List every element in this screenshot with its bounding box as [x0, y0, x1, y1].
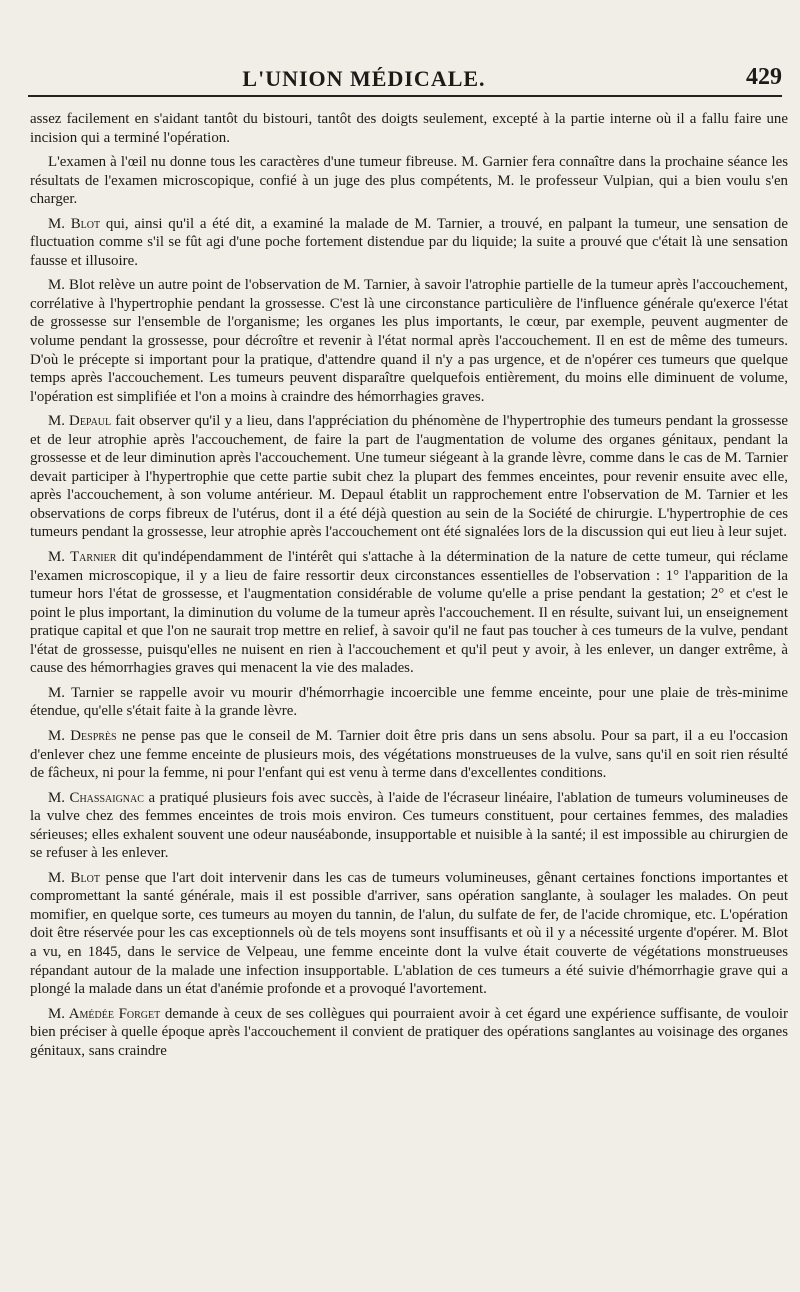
paragraph-text: dit qu'indépendamment de l'intérêt qui s'attache à la détermination de la nature de cette tumeur, qui réclame l'examen microscopique, il y a lieu de faire ressortir deux circonstances essentielles de l'observation : 1° l'apparition de la tumeur hors l'état de grossesse, et l'augmentation considérable de volume qu'elle a prise pendant la gestation; 2° et c'est le point le plus important, la diminution du volume de la tumeur après l'accouchement. Il en résulte, suivant lui, un enseignement pratique capital et que l'on ne saurait trop mettre en relief, à savoir qu'il ne faut pas toucher à ces tumeurs de la vulve, pendant l'état de grossesse, puisqu'elles ne nuisent en rien à l'accouchement et qu'il peut y avoir, à les enlever, un danger extrême, à cause des hémorrhagies graves qui menacent la vie des malades. — [30, 549, 789, 677]
paragraph — [30, 1005, 788, 1061]
paragraph — [30, 110, 788, 147]
speaker: M. Chassaignac — [48, 789, 144, 806]
paragraph — [30, 412, 788, 542]
speaker: M. Desprès — [48, 727, 117, 744]
paragraph-text: ne pense pas que le conseil de M. Tarnier doit être pris dans un sens absolu. Pour sa part, il a eu l'occasion d'enlever chez une femme enceinte de plusieurs mois, des végétations monstrueuses de la vulve, sans qu'il en soit rien résulté de fâcheux, ni pour la femme, ni pour l'enfant qui est venu à terme dans d'excellentes conditions. — [30, 727, 788, 782]
paragraph-text: L'examen à l'œil nu donne tous les caractères d'une tumeur fibreuse. M. Garnier fera connaître dans la prochaine séance les résultats de l'examen microscopique, confié à un juge des plus compétents, M. le professeur Vulpian, qui a bien voulu s'en charger. — [30, 154, 788, 208]
speaker: M. Amédée Forget — [48, 1005, 161, 1022]
speaker: M. Tarnier — [48, 549, 117, 566]
paragraph — [30, 215, 788, 271]
paragraph — [30, 684, 788, 721]
paragraph — [30, 727, 788, 783]
article-body — [30, 110, 788, 1066]
paragraph — [30, 548, 788, 678]
journal-title: L'UNION MÉDICALE. — [242, 66, 486, 91]
page-number: 429 — [746, 64, 782, 90]
paragraph-text: qui, ainsi qu'il a été dit, a examiné la malade de M. Tarnier, a trouvé, en palpant la tumeur, une sensation de fluctuation comme s'il se fût agi d'une poche fortement distendue par du liquide; la suite a prouvé que c'était là une sensation fausse et illusoire. — [30, 215, 788, 269]
paragraph — [30, 276, 788, 406]
paragraph-text: demande à ceux de ses collègues qui pourraient avoir à cet égard une expérience suffisante, de vouloir bien préciser à quelle époque après l'accouchement il convient de pratiquer des opérations sanglantes au voisinage des organes génitaux, sans craindre — [30, 1005, 788, 1059]
paragraph — [30, 869, 788, 999]
paragraph-text: fait observer qu'il y a lieu, dans l'appréciation du phénomène de l'hypertrophie des tumeurs pendant la grossesse et de leur atrophie après l'accouchement, de faire la part de l'augmentation de volume des organes génitaux, pendant la grossesse et de leur diminution après l'accouchement. Une tumeur siégeant à la grande lèvre, comme dans le cas de M. Tarnier devait participer à l'hypertrophie que cette partie subit chez la plupart des femmes enceintes, pour revenir ensuite avec elle, après l'accouchement, à son volume antérieur. M. Depaul établit un rapprochement entre l'observation de M. Tarnier et les observations de corps fibreux de l'utérus, dont il a été déjà question au sein de la Société de chirurgie. L'hypertrophie de ces tumeurs pendant la grossesse, leur atrophie après l'accouchement ont été signalées lors de la discussion qui eut lieu à leur sujet. — [30, 413, 788, 541]
running-header — [28, 62, 782, 98]
paragraph-text: M. Blot relève un autre point de l'observation de M. Tarnier, à savoir l'atrophie partielle de la tumeur après l'accouchement, corrélative à l'hypertrophie pendant la grossesse. C'est là une circonstance particulière de l'influence générale qu'exerce l'état de grossesse sur l'ensemble de l'organisme; les organes les plus importants, le cœur, par exemple, peuvent augmenter de volume pendant la grossesse, pour décroître et revenir à l'état normal après l'accouchement. Il en est de même des tumeurs. D'où le précepte si important pour la pratique, d'attendre quand il n'y a pas urgence, et de n'opérer ces tumeurs que quelque temps après l'accouchement. Les tumeurs peuvent disparaître quelquefois entièrement, du moins elle diminuent de volume, l'opération est simplifiée et l'on a moins à craindre des hémorrhagies graves. — [30, 277, 788, 405]
paragraph-text: a pratiqué plusieurs fois avec succès, à l'aide de l'écraseur linéaire, l'ablation de tumeurs volumineuses de la vulve chez des femmes enceintes de trois mois environ. Ces tumeurs constituent, pour certaines femmes, des maladies sérieuses; elles exhalent souvent une odeur nauséabonde, insupportable et nuisible à la santé; il est impossible au chirurgien de se refuser à les enlever. — [30, 789, 788, 862]
speaker: M. Blot — [48, 869, 100, 886]
speaker: M. Blot — [48, 215, 101, 232]
paragraph — [30, 153, 788, 209]
paragraph-text: M. Tarnier se rappelle avoir vu mourir d'hémorrhagie incoercible une femme enceinte, pour une plaie de très-minime étendue, qu'elle s'était faite à la grande lèvre. — [30, 684, 788, 720]
speaker: M. Depaul — [48, 413, 112, 430]
paragraph-text: pense que l'art doit intervenir dans les cas de tumeurs volumineuses, gênant certaines fonctions importantes et compromettant la santé générale, mais il est possible d'arriver, sans opération sanglante, à soulager les malades. On peut momifier, en quelque sorte, ces tumeurs au moyen du tannin, de l'alun, du sulfate de fer, de l'acide chromique, etc. L'opération doit être réservée pour les cas exceptionnels où de tels moyens sont insuffisants et où il y a nécessité urgente d'opérer. M. Blot a vu, en 1845, dans le service de Velpeau, une femme enceinte dont la vulve était couverte de végétations monstrueuses répandant autour de la malade une infection insupportable. L'ablation de ces tumeurs a été suivie d'hémorrhagie grave qui a plongé la malade dans un état d'anémie profonde et a provoqué l'avortement. — [30, 869, 788, 998]
paragraph-text: assez facilement en s'aidant tantôt du bistouri, tantôt des doigts seulement, excepté à la partie interne où il a fallu faire une incision qui a terminé l'opération. — [30, 111, 788, 146]
paragraph — [30, 789, 788, 863]
header-rule — [28, 95, 782, 97]
